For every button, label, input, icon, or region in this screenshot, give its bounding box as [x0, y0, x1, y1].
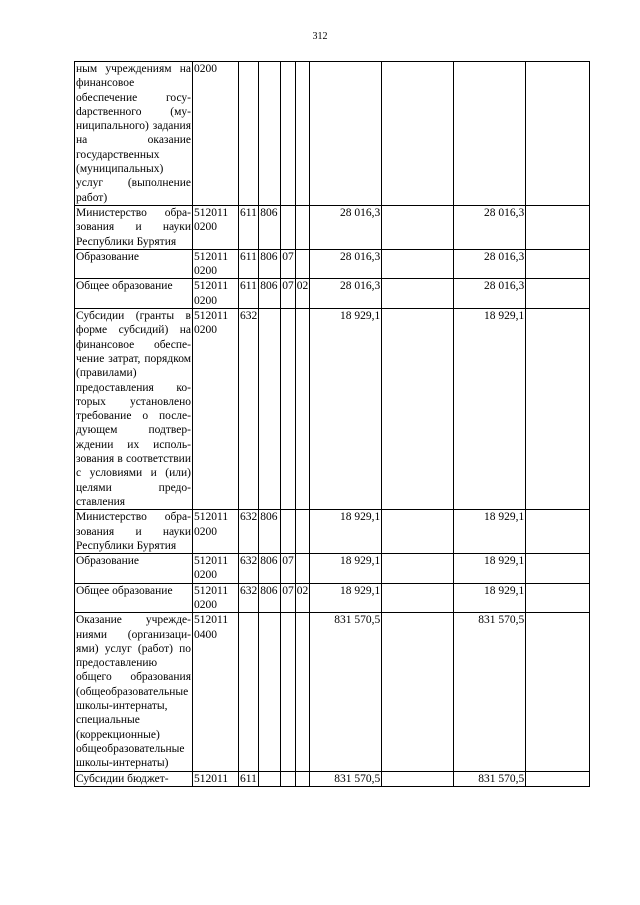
- amount-4-cell: [526, 205, 590, 249]
- amount-3-cell: 18 929,1: [454, 309, 526, 510]
- amount-1-cell: 28 016,3: [310, 205, 382, 249]
- amount-2-cell: [382, 554, 454, 584]
- amount-1-cell: 28 016,3: [310, 249, 382, 279]
- row-name-cell: Субсидии бюджет-: [75, 771, 193, 786]
- row-name-cell: Оказание учреждениями (организациями) услуг (работ) по предоставлению общего образования (общеобразовательные школы-интернаты, специальные (коррекционные) общеобразовательные школы-интернаты): [76, 614, 191, 770]
- expense-type-cell: 632: [239, 309, 259, 510]
- row-name-cell: Министерство образования и науки Республики Бурятия: [76, 511, 191, 552]
- amount-4-cell: [526, 554, 590, 584]
- target-article-cell: 512011 0200: [193, 309, 239, 510]
- department-cell: 806: [259, 249, 281, 279]
- expense-type-cell: 632: [239, 510, 259, 554]
- page-number: 312: [312, 31, 328, 42]
- amount-2-cell: [382, 279, 454, 309]
- target-article-cell: 512011 0200: [193, 554, 239, 584]
- expense-type-cell: 611: [239, 205, 259, 249]
- table-row: [75, 583, 590, 613]
- amount-4-cell: [526, 309, 590, 510]
- amount-3-cell: 18 929,1: [454, 583, 526, 613]
- table-row: [75, 249, 590, 279]
- subsection-cell: [295, 205, 310, 249]
- amount-2-cell: [382, 583, 454, 613]
- table-row: [75, 771, 590, 786]
- amount-3-cell: 831 570,5: [454, 613, 526, 771]
- amount-2-cell: [382, 62, 454, 206]
- table-row: [75, 279, 590, 309]
- expense-type-cell: [239, 613, 259, 771]
- expense-type-cell: 611: [239, 279, 259, 309]
- section-cell: 07: [281, 249, 296, 279]
- amount-3-cell: 28 016,3: [454, 279, 526, 309]
- subsection-cell: 02: [295, 583, 310, 613]
- section-cell: 07: [281, 554, 296, 584]
- row-name-cell: Министерство образования и науки Республики Бурятия: [76, 206, 191, 248]
- amount-3-cell: 831 570,5: [454, 771, 526, 786]
- amount-4-cell: [526, 583, 590, 613]
- subsection-cell: [295, 771, 310, 786]
- amount-3-cell: 18 929,1: [454, 554, 526, 584]
- amount-2-cell: [382, 613, 454, 771]
- target-article-cell: 512011 0200: [193, 583, 239, 613]
- department-cell: 806: [259, 510, 281, 554]
- table-row: [75, 205, 590, 249]
- row-name-cell: Общее образование: [75, 583, 193, 613]
- target-article-cell: 512011 0200: [193, 205, 239, 249]
- amount-2-cell: [382, 771, 454, 786]
- subsection-cell: 02: [295, 279, 310, 309]
- amount-3-cell: 28 016,3: [454, 205, 526, 249]
- amount-4-cell: [526, 613, 590, 771]
- amount-4-cell: [526, 771, 590, 786]
- target-article-cell: 0200: [193, 62, 239, 206]
- subsection-cell: [295, 554, 310, 584]
- amount-3-cell: 18 929,1: [454, 510, 526, 554]
- target-article-cell: 512011: [193, 771, 239, 786]
- department-cell: [259, 62, 281, 206]
- section-cell: [281, 62, 296, 206]
- amount-1-cell: 831 570,5: [310, 771, 382, 786]
- subsection-cell: [295, 62, 310, 206]
- expense-type-cell: [239, 62, 259, 206]
- expense-type-cell: 611: [239, 249, 259, 279]
- department-cell: 806: [259, 279, 281, 309]
- amount-2-cell: [382, 309, 454, 510]
- target-article-cell: 512011 0200: [193, 249, 239, 279]
- section-cell: [281, 309, 296, 510]
- section-cell: [281, 613, 296, 771]
- section-cell: [281, 205, 296, 249]
- subsection-cell: [295, 613, 310, 771]
- row-name-cell: Субсидии (гранты в форме субсидий) на финансовое обеспечение затрат, порядком (правилами) предоставления которых установлено требование о последующем подтверждении их использования в соответствии с условиями и (или) целями предоставления: [76, 310, 191, 508]
- row-name-cell: Образование: [75, 249, 193, 279]
- amount-1-cell: 28 016,3: [310, 279, 382, 309]
- target-article-cell: 512011 0200: [193, 510, 239, 554]
- section-cell: 07: [281, 279, 296, 309]
- subsection-cell: [295, 510, 310, 554]
- department-cell: [259, 613, 281, 771]
- expense-type-cell: 632: [239, 554, 259, 584]
- table-row: [75, 613, 590, 771]
- amount-1-cell: 18 929,1: [310, 510, 382, 554]
- row-name-cell: Образование: [75, 554, 193, 584]
- table-row: [75, 309, 590, 510]
- amount-3-cell: 28 016,3: [454, 249, 526, 279]
- target-article-cell: 512011 0400: [193, 613, 239, 771]
- amount-1-cell: [310, 62, 382, 206]
- department-cell: 806: [259, 205, 281, 249]
- amount-1-cell: 18 929,1: [310, 309, 382, 510]
- amount-2-cell: [382, 249, 454, 279]
- amount-2-cell: [382, 510, 454, 554]
- row-name-cell: ным учреждениям на финансовое обеспечение госуdарственного (муниципального) задания на оказание государственных (муниципальных) услуг (выполнение работ): [76, 63, 191, 204]
- expense-type-cell: 611: [240, 772, 257, 785]
- section-cell: [281, 510, 296, 554]
- amount-1-cell: 18 929,1: [310, 583, 382, 613]
- expense-type-cell: 632: [239, 583, 259, 613]
- department-cell: [259, 309, 281, 510]
- amount-2-cell: [382, 205, 454, 249]
- section-cell: [281, 771, 296, 786]
- amount-1-cell: 18 929,1: [310, 554, 382, 584]
- department-cell: [259, 771, 281, 786]
- amount-3-cell: [454, 62, 526, 206]
- table-row: [75, 62, 590, 206]
- amount-4-cell: [526, 62, 590, 206]
- target-article-cell: 512011 0200: [193, 279, 239, 309]
- amount-4-cell: [526, 510, 590, 554]
- budget-table: [74, 61, 590, 787]
- section-cell: 07: [281, 583, 296, 613]
- amount-4-cell: [526, 279, 590, 309]
- table-row: [75, 510, 590, 554]
- department-cell: 806: [259, 554, 281, 584]
- table-row: [75, 554, 590, 584]
- subsection-cell: [295, 309, 310, 510]
- amount-4-cell: [526, 249, 590, 279]
- department-cell: 806: [259, 583, 281, 613]
- row-name-cell: Общее образование: [75, 279, 193, 309]
- subsection-cell: [295, 249, 310, 279]
- amount-1-cell: 831 570,5: [310, 613, 382, 771]
